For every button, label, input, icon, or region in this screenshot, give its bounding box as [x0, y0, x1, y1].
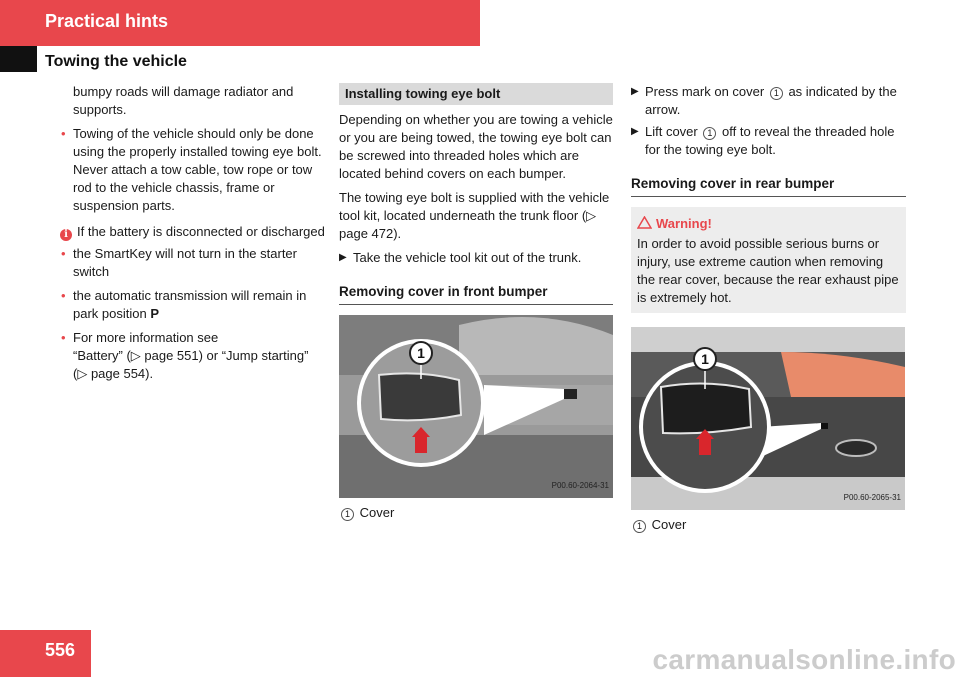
warning-heading — [637, 215, 900, 233]
sub-bullet-text: the automatic transmission will remain in park position — [73, 288, 307, 321]
photo-caption — [339, 504, 613, 522]
photo-code: P00.60-2064-31 — [551, 481, 609, 490]
lead-text: bumpy roads will damage radiator and supports. — [73, 84, 294, 117]
sub-bullet-text: For more information see — [73, 330, 219, 345]
info-note — [60, 223, 325, 241]
column-middle — [339, 83, 613, 522]
sub-bullet — [60, 287, 325, 323]
step-text: off to reveal the threaded hole for the towing eye bolt. — [645, 124, 895, 157]
caption-text: Cover — [651, 517, 687, 532]
column-left — [60, 83, 325, 389]
warning-text: In order to avoid possible serious burns or injury, use extreme caution when removing the rear cover, because the rear exhaust pipe is extremely hot. — [637, 236, 899, 305]
warning-title: Warning! — [656, 216, 712, 231]
step-text: Press mark on cover — [645, 84, 765, 99]
caption-number: 1 — [633, 520, 646, 533]
caption-number: 1 — [341, 508, 354, 521]
step-text: Take the vehicle tool kit out of the trunk. — [353, 250, 582, 265]
page-subtitle: Towing the vehicle — [45, 53, 187, 70]
section-title: Practical hints — [45, 11, 169, 31]
caption-text: Cover — [359, 505, 395, 520]
page-number: 556 — [45, 640, 76, 660]
info-icon: i — [60, 229, 72, 241]
cover-number: 1 — [703, 127, 716, 140]
bullet-towing-text: Towing of the vehicle should only be done using the properly installed towing eye bolt. Never attach a tow cable, tow rope or tow rod to the vehicle chassis, frame or suspension parts. — [73, 126, 322, 213]
bullet-dot: • — [61, 126, 66, 141]
rear-bumper-photo — [631, 327, 905, 510]
step-text: Lift cover — [645, 124, 698, 139]
bullet-towing — [60, 125, 325, 215]
sub-bullet-text: the SmartKey will not turn in the starter switch — [73, 246, 297, 279]
sub-bullet — [60, 245, 325, 281]
step — [631, 123, 906, 159]
paragraph: Depending on whether you are towing a vehicle or you are being towed, the towing eye bolt can be screwed into threaded holes which are located behind covers on each bumper. — [339, 112, 613, 181]
step-text: as indicated by the arrow. — [645, 84, 897, 117]
photo-caption — [631, 516, 906, 534]
bullet-dot: • — [61, 288, 66, 303]
step — [339, 249, 613, 267]
header-tab — [0, 46, 37, 72]
paragraph: The towing eye bolt is supplied with the vehicle tool kit, located underneath the trunk floor (▷ page 472). — [339, 190, 610, 241]
sub-bullet — [60, 329, 325, 383]
section-band: Installing towing eye bolt — [339, 83, 613, 105]
warning-box — [631, 207, 906, 313]
photo-code: P00.60-2065-31 — [843, 493, 901, 502]
step-arrow-icon: ▶ — [339, 252, 347, 263]
cover-number: 1 — [770, 87, 783, 100]
more-info-links: “Battery” (▷ page 551) or “Jump starting” (▷ page 554). — [73, 348, 309, 381]
bullet-dot: • — [61, 330, 66, 345]
step-arrow-icon: ▶ — [631, 126, 639, 137]
step-arrow-icon: ▶ — [631, 86, 639, 97]
front-bumper-photo — [339, 315, 613, 498]
info-note-text: If the battery is disconnected or discharged — [77, 224, 325, 239]
bullet-dot: • — [61, 246, 66, 261]
front-bumper-illustration — [339, 315, 613, 498]
step — [631, 83, 906, 119]
park-letter: P — [150, 306, 160, 321]
column-right — [631, 83, 906, 534]
warning-triangle-icon — [637, 216, 652, 229]
callout-number: 1 — [701, 351, 709, 367]
callout-number: 1 — [417, 345, 425, 361]
rear-bumper-illustration — [631, 327, 905, 510]
subheading: Removing cover in rear bumper — [631, 175, 906, 197]
watermark: carmanualsonline.info — [652, 644, 956, 675]
subheading: Removing cover in front bumper — [339, 283, 613, 305]
